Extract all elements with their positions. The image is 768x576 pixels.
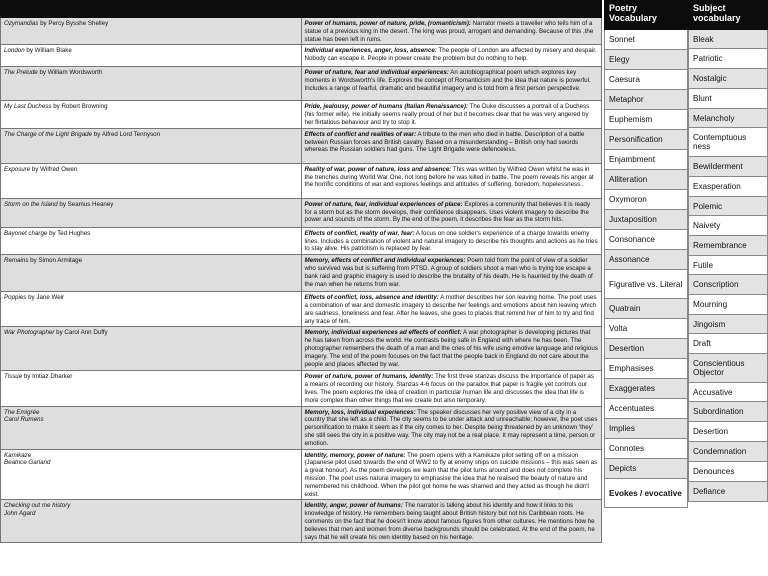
poem-themes: Power of nature, power of humans, identity:: [304, 373, 434, 381]
poem-description-cell: [301, 128, 602, 163]
poem-row: [1, 406, 602, 449]
poem-author: by Seamus Heaney: [57, 200, 114, 208]
subject-vocab-term: Defiance: [689, 482, 768, 502]
poem-title: Kamikaze: [4, 451, 32, 459]
poem-title-cell: [1, 292, 302, 327]
poem-title: My Last Duchess: [4, 103, 52, 111]
poem-themes: Power of humans, power of nature, pride, (romanticism):: [304, 20, 471, 27]
header-cell: [301, 1, 602, 18]
poem-author: by Simon Armitage: [28, 257, 83, 265]
poetry-vocab-term: Elegy: [605, 50, 688, 70]
poem-row: [1, 227, 602, 254]
poem-themes: Power of nature, fear, individual experiences of place:: [304, 200, 463, 208]
poem-title: The Emigrée: [4, 408, 40, 416]
subject-vocab-term: Denounces: [689, 462, 768, 482]
poetry-vocabulary-table: [604, 0, 688, 508]
poem-author: by William Blake: [24, 47, 72, 55]
subject-vocab-term: Contemptuous ness: [689, 128, 768, 157]
poem-row: [1, 327, 602, 371]
poem-author: by Wilfred Owen: [30, 165, 78, 173]
subject-vocab-term: Subordination: [689, 402, 768, 422]
poem-title: Storm on the Island: [4, 200, 58, 208]
subject-vocab-term: Bleak: [689, 30, 768, 49]
header-cell: [1, 1, 302, 18]
subject-vocab-term: Accusative: [689, 383, 768, 402]
poem-summary: The Duke discusses a portrait of a Duchess (his former wife). He initially seems really proud of her but it becomes clear that he was very angered by her flirtatious behaviour and try to stop it.: [304, 103, 590, 126]
poem-row: [1, 449, 602, 500]
poem-summary: A mother describes her son leaving home. The poet uses a combination of war and domestic imagery to describe her feelings and emotions about him leaving which are sadness, loneliness and fear. After he leaves, she goes to places that remind her of him to try and find any trace of him.: [304, 294, 597, 325]
poem-description-cell: [301, 163, 602, 198]
subject-vocab-term: Mourning: [689, 295, 768, 315]
poetry-vocab-term: Euphemism: [605, 110, 688, 130]
poetry-vocab-term: Personification: [605, 130, 688, 150]
poem-title-cell: [1, 18, 302, 45]
poem-summary: The people of London are affected by misery and despair. Nobody can escape it. People in power create the problem but do nothing to help.: [304, 47, 597, 63]
poem-title: War Photographer: [4, 329, 55, 337]
poetry-vocab-term: Accentuates: [605, 399, 688, 419]
poem-themes: Pride, jealousy, power of humans (Italian Renaissance):: [304, 103, 468, 111]
poem-author: Beatrice Garland: [4, 459, 51, 467]
poem-row: [1, 292, 602, 327]
poem-author: by Ted Hughes: [47, 229, 91, 237]
subject-vocab-term: Blunt: [689, 89, 768, 109]
poem-author: by Jane Weir: [26, 294, 65, 302]
poem-summary: Poem told from the point of view of a soldier who survived was but is suffering from PTSD. A group of soldiers shoot a man who is trying toe escape a bank raid and graphic imagery is used to describe the brutality of his death. He is haunted by the death of the man when he returns from war.: [304, 257, 593, 288]
poem-description-cell: [301, 292, 602, 327]
poem-title: Bayonet charge: [4, 229, 48, 237]
poem-description-cell: [301, 500, 602, 543]
subject-vocabulary-header: Subject vocabulary: [689, 1, 768, 30]
subject-vocab-term: Exasperation: [689, 177, 768, 197]
poem-title-cell: [1, 371, 302, 406]
poem-themes: Effects of conflict and realities of war:: [304, 130, 417, 138]
poem-author: by Percy Bysshe Shelley: [38, 20, 109, 27]
poem-title-cell: [1, 67, 302, 101]
poem-themes: Memory, individual experiences ad effects of conflict:: [304, 329, 462, 337]
subject-vocab-term: Jingoism: [689, 315, 768, 334]
poetry-vocab-term: Evokes / evocative: [605, 479, 688, 508]
poetry-vocab-term: Desertion: [605, 339, 688, 359]
poem-themes: Effects of conflict, reality of war, fear:: [304, 229, 415, 237]
poem-description-cell: [301, 327, 602, 371]
poem-title: Checking out me history: [4, 502, 71, 510]
poetry-vocab-term: Caesura: [605, 70, 688, 90]
poetry-vocab-term: Consonance: [605, 230, 688, 250]
poem-summary: Explores a community that believes it is ready for a storm but as the storm develops, their confidence disappears. Uses violent imagery to describe the power and sounds of the storm. By the end of the poem, it describes the fear as the storm hits.: [304, 200, 590, 224]
poetry-vocab-term: Sonnet: [605, 30, 688, 50]
poem-row: [1, 255, 602, 292]
subject-vocab-term: Nostalgic: [689, 69, 768, 89]
subject-vocab-term: Naivety: [689, 216, 768, 236]
poem-description-cell: [301, 227, 602, 254]
poem-description-cell: [301, 449, 602, 500]
poetry-vocabulary-header: Poetry Vocabulary: [605, 1, 688, 30]
poetry-vocab-term: Figurative vs. Literal: [605, 270, 688, 299]
poem-description-cell: [301, 18, 602, 45]
subject-vocab-term: Patriotic: [689, 49, 768, 69]
poem-themes: Identity, memory, power of nature:: [304, 451, 406, 459]
poem-summary: The first three stanzas discuss the importance of paper as a means of recording our history. Stanzas 4-6 focus on the paradox that paper is fragile yet controls our lives. The poem explores the idea of creation in particular human life and discusses the idea that life is more complex than other things that we create but also temporary.: [304, 373, 594, 404]
subject-vocab-term: Desertion: [689, 422, 768, 442]
poem-author: by Imtiaz Dharker: [22, 373, 73, 381]
subject-vocabulary-table: [688, 0, 768, 502]
poetry-vocab-term: Exaggerates: [605, 379, 688, 399]
poem-themes: Power of nature, fear and individual experiences:: [304, 69, 449, 77]
poem-description-cell: [301, 67, 602, 101]
poem-description-cell: [301, 101, 602, 128]
poem-title-cell: [1, 500, 302, 543]
poem-summary: A tribute to the men who died in battle. Description of a battle between Russian forces and British cavalry. Based on a misunderstanding – British only had swords whereas the Russian soldiers had guns. The Light Brigade were defenceless.: [304, 130, 585, 154]
poem-summary: The speaker discusses her very positive view of a city in a country that she left as a child. The city seems to be under attack and unreachable; however, the poet uses personification to make it seem as if the city comes to her. Despite being threatened by an unknown 'they' she still sees the city in a positive way. The city may not be a real place. It may represent a time, person or emotion.: [304, 408, 598, 447]
poetry-vocab-term: Implies: [605, 419, 688, 439]
poem-title: Remains: [4, 257, 29, 265]
poetry-vocab-term: Assonance: [605, 250, 688, 270]
poem-themes: Identity, anger, power of humans:: [304, 502, 403, 510]
subject-vocab-term: Bewilderment: [689, 157, 768, 177]
poetry-vocab-term: Emphasises: [605, 359, 688, 379]
poem-title-cell: [1, 449, 302, 500]
poem-themes: Individual experiences, anger, loss, absence:: [304, 47, 437, 55]
subject-vocab-term: Polemic: [689, 197, 768, 216]
poem-author: by Carol Ann Duffy: [54, 329, 108, 337]
poem-title: The Prelude: [4, 69, 38, 77]
poetry-vocab-term: Juxtaposition: [605, 210, 688, 230]
poetry-vocab-term: Alliteration: [605, 170, 688, 190]
poem-title-cell: [1, 198, 302, 227]
poem-title: London: [4, 47, 25, 55]
poem-author: by Robert Browning: [51, 103, 108, 111]
poem-summary: A war photographer is developing pictures that he has taken from across the world. He contrasts being safe in England with where he has been. The photographer remembers the death of a man and the cries of his wife using emotive language and religious imagery. The end of the poem focuses on the fact that the people back in England do not care about the people and places affected by war.: [304, 329, 598, 368]
poetry-vocab-term: Metaphor: [605, 90, 688, 110]
poem-description-cell: [301, 406, 602, 449]
poem-title-cell: [1, 101, 302, 128]
poem-title-cell: [1, 45, 302, 67]
subject-vocab-term: Draft: [689, 334, 768, 354]
poetry-vocab-term: Depicts: [605, 459, 688, 479]
poem-author: by William Wordsworth: [37, 69, 103, 77]
poetry-vocab-term: Enjambment: [605, 150, 688, 170]
poetry-vocab-term: Oxymoron: [605, 190, 688, 210]
poem-row: [1, 198, 602, 227]
poem-summary: This was written by Wilfred Owen whilst he was in the trenches during World War One, not long before he was killed in battle. The poem reveals his anger at the horrific conditions of war and explores feelings and attitudes of suffering, boredom, hopelessness .: [304, 165, 594, 189]
poem-title: Poppies: [4, 294, 27, 302]
poem-themes: Reality of war, power of nature, loss and absence:: [304, 165, 452, 173]
poem-summary: The narrator is talking about his identity and how it links to his knowledge of history. He remembers being taught about British history but not his Caribbean roots. He comments on the fact that he doesn't know about famous figures from other cultures. He mentions how he believes that men and women from diverse backgrounds should be celebrated. At the end of the poem, he says that he will create his own identity based on his heritage.: [304, 502, 595, 541]
poem-description-cell: [301, 45, 602, 67]
poem-themes: Effects of conflict, loss, absence and identity:: [304, 294, 439, 302]
subject-vocab-term: Condemnation: [689, 442, 768, 462]
poem-title-cell: [1, 327, 302, 371]
poem-themes: Memory, effects of conflict and individual experiences:: [304, 257, 466, 265]
poetry-vocab-term: Connotes: [605, 439, 688, 459]
poem-description-cell: [301, 255, 602, 292]
poem-author: Carol Rumens: [4, 416, 44, 424]
poem-row: [1, 500, 602, 543]
poem-title-cell: [1, 406, 302, 449]
poem-title: Tissue: [4, 373, 23, 381]
subject-vocab-term: Melancholy: [689, 109, 768, 128]
poem-summary: The poem opens with a Kamikaze pilot setting off on a mission (Japanese pilot used towards the end of WW2 to fly at enemy ships on suicide missions – this was seen as a great honour). As the poem develops we learn that the pilot turns around and does not complete his mission. The poet uses natural imagery to emphasise the idea that he realised the beauty of nature and remembered his childhood. When the pilot got home he was shamed and they acted as though he didn't exist.: [304, 451, 598, 498]
poem-row: [1, 45, 602, 67]
poem-table-header: [1, 1, 602, 18]
poem-row: [1, 128, 602, 163]
poetry-vocab-term: Volta: [605, 319, 688, 339]
subject-vocab-term: Remembrance: [689, 236, 768, 256]
poem-description-cell: [301, 198, 602, 227]
poem-summary: A focus on one soldier's experience of a charge towards enemy lines. Includes a combination of violent and natural imagery to describe his thoughts and actions as he tries to stay alive. His patriotism is replaced by fear.: [304, 229, 598, 253]
poetry-vocab-term: Quatrain: [605, 299, 688, 319]
subject-vocab-term: Conscription: [689, 275, 768, 295]
poem-summary: An autobiographical poem which explores key moments in Wordsworth's life. Explores the concept of Romanticism and the idea that nature is powerful. Includes a range of fearful, dramatic and beautiful imagery and is told from a first person perspective.: [304, 69, 591, 92]
poem-row: [1, 18, 602, 45]
poem-title-cell: [1, 128, 302, 163]
subject-vocab-term: Conscientious Objector: [689, 354, 768, 383]
poem-title-cell: [1, 227, 302, 254]
poem-description-cell: [301, 371, 602, 406]
poem-title: Exposure: [4, 165, 31, 173]
poem-summary: Narrator meets a traveller who tells him of a statue of a previous king in the desert. The king was proud, arrogant and demanding. Because of this ,the statue has been left in ruins.: [304, 20, 594, 43]
poem-row: [1, 101, 602, 128]
poem-author: by Alfred Lord Tennyson: [92, 130, 161, 138]
poem-title: Ozymandias: [4, 20, 39, 27]
poem-row: [1, 371, 602, 406]
poem-table-body: [1, 18, 602, 543]
poem-title-cell: [1, 163, 302, 198]
poem-title-cell: [1, 255, 302, 292]
poem-themes: Memory, loss, individual experiences:: [304, 408, 416, 416]
poem-row: [1, 67, 602, 101]
poem-title: The Charge of the Light Brigade: [4, 130, 93, 138]
subject-vocab-term: Futile: [689, 256, 768, 275]
poem-row: [1, 163, 602, 198]
poem-author: John Agard: [4, 510, 36, 518]
